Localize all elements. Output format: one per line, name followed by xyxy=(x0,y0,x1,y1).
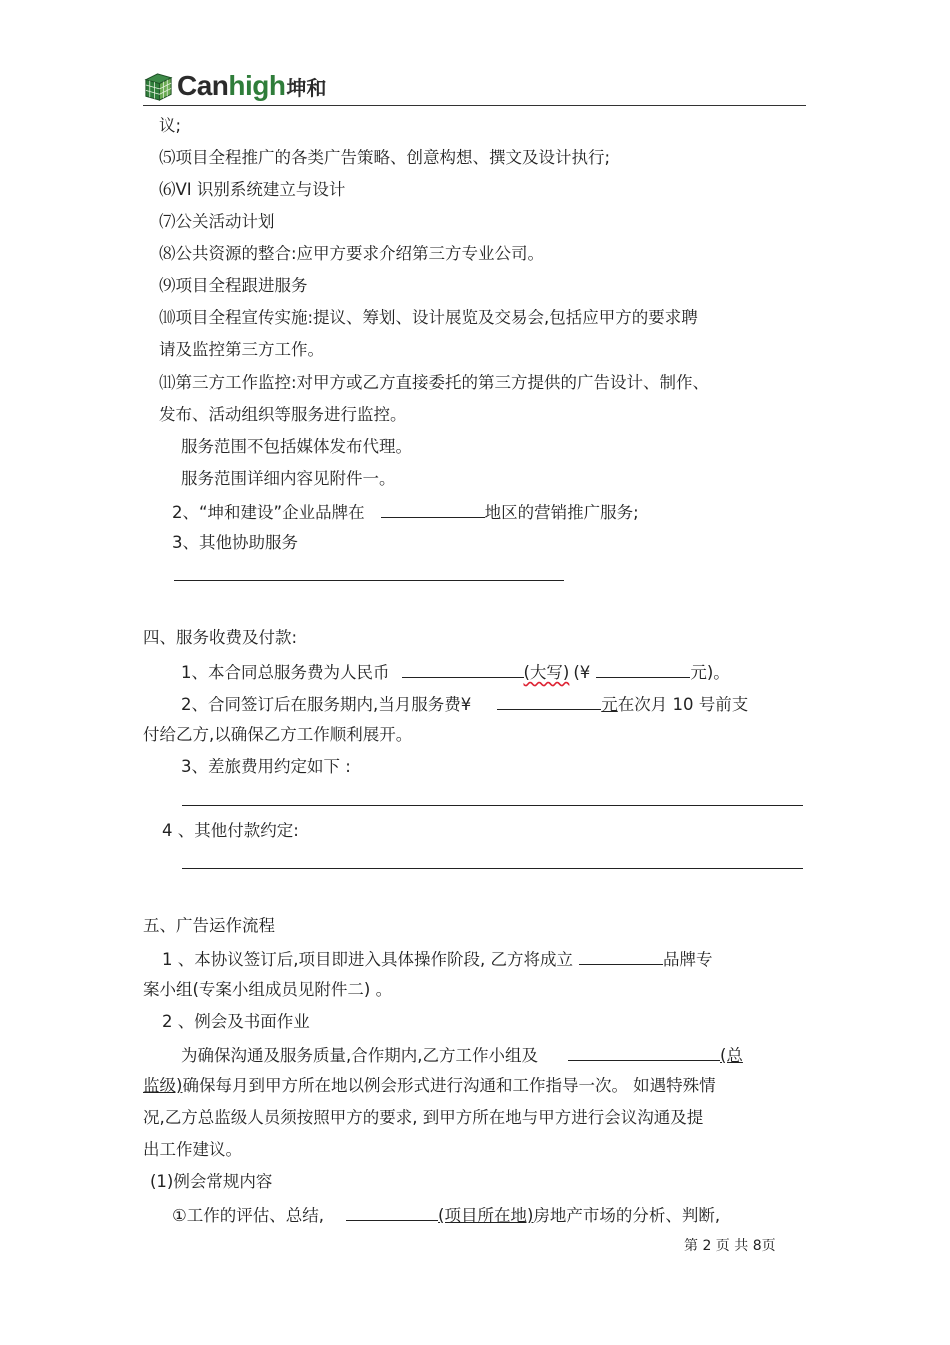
meeting-line-2: 监级)确保每月到甲方所在地以例会形式进行沟通和工作指导一次。 如遇特殊情 xyxy=(143,1076,716,1095)
text-line: 付给乙方,以确保乙方工作顺利展开。 xyxy=(143,725,413,744)
text-line: ⑾第三方工作监控:对甲方或乙方直接委托的第三方提供的广告设计、制作、 xyxy=(159,373,710,392)
amount-blank xyxy=(596,661,690,678)
fill-in-line xyxy=(182,805,803,806)
location-blank xyxy=(346,1204,438,1221)
text-line: 案小组(专案小组成员见附件二) 。 xyxy=(143,980,393,999)
region-blank xyxy=(381,501,485,518)
text-line: 议; xyxy=(159,116,182,135)
text-line: 出工作建议。 xyxy=(143,1140,242,1159)
text-line: 3、其他协助服务 xyxy=(172,533,298,552)
brand-service-line: 2、“坤和建设”企业品牌在 地区的营销推广服务; xyxy=(172,503,639,522)
director-blank xyxy=(568,1044,720,1061)
section-heading: 四、服务收费及付款: xyxy=(143,628,298,647)
text-line: ⑻公共资源的整合:应甲方要求介绍第三方专业公司。 xyxy=(159,244,545,263)
section-heading: 五、广告运作流程 xyxy=(143,916,275,935)
amount-blank xyxy=(497,693,601,710)
text-line: 发布、活动组织等服务进行监控。 xyxy=(159,405,407,424)
logo-chinese-name: 坤和 xyxy=(286,75,327,100)
team-line: 1 、本协议签订后,项目即进入具体操作阶段, 乙方将成立 品牌专 xyxy=(162,950,713,969)
fill-in-line xyxy=(174,580,564,581)
monthly-fee-line: 2、合同签订后在服务期内,当月服务费¥ 元在次月 10 号前支 xyxy=(181,695,749,714)
review-line: ①工作的评估、总结, (项目所在地)房地产市场的分析、判断, xyxy=(172,1206,721,1225)
text-line: 服务范围详细内容见附件一。 xyxy=(181,469,396,488)
brand-blank xyxy=(579,948,663,965)
logo-wordmark: Canhigh xyxy=(177,70,286,101)
text-line: 请及监控第三方工作。 xyxy=(159,340,324,359)
header-rule xyxy=(143,105,806,106)
cube-logo-icon xyxy=(142,70,175,103)
meeting-line: 为确保沟通及服务质量,合作期内,乙方工作小组及 (总 xyxy=(181,1046,743,1065)
amount-blank xyxy=(402,661,524,678)
text-line: ⑹VI 识别系统建立与设计 xyxy=(159,180,346,199)
text-line: 服务范围不包括媒体发布代理。 xyxy=(181,437,412,456)
text-line: (1)例会常规内容 xyxy=(150,1172,273,1191)
fill-in-line xyxy=(182,868,803,869)
text-line: ⑸项目全程推广的各类广告策略、创意构想、撰文及设计执行; xyxy=(159,148,611,167)
text-line: 4 、其他付款约定: xyxy=(162,821,299,840)
total-fee-line: 1、本合同总服务费为人民币 (大写) (¥ 元)。 xyxy=(181,663,730,682)
text-line: 况,乙方总监级人员须按照甲方的要求, 到甲方所在地与甲方进行会议沟通及提 xyxy=(143,1108,704,1127)
text-line: ⑺公关活动计划 xyxy=(159,212,275,231)
text-line: 2 、例会及书面作业 xyxy=(162,1012,310,1031)
company-logo xyxy=(142,68,327,104)
text-line: ⑽项目全程宣传实施:提议、筹划、设计展览及交易会,包括应甲方的要求聘 xyxy=(159,308,698,327)
page-number: 第 2 页 共 8页 xyxy=(684,1238,776,1254)
text-line: ⑼项目全程跟进服务 xyxy=(159,276,308,295)
text-line: 3、差旅费用约定如下 : xyxy=(181,757,351,776)
